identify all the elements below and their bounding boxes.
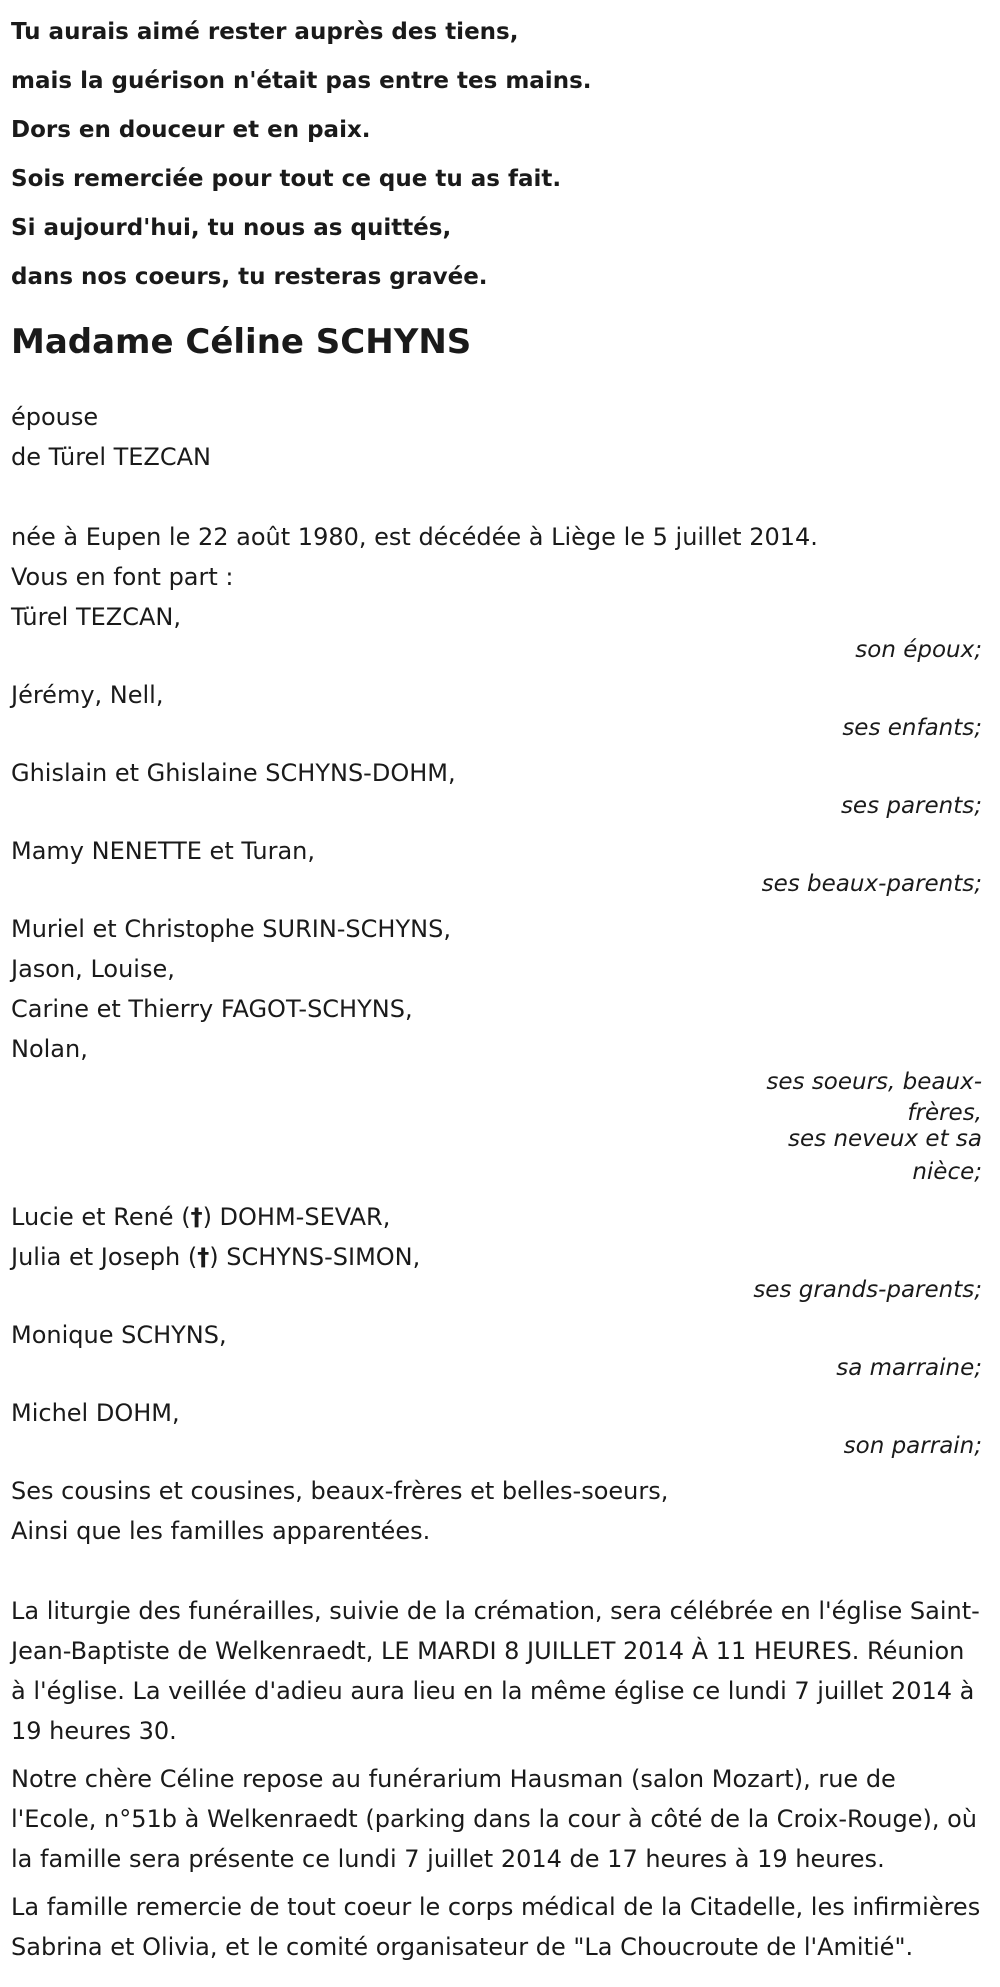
funeral-liturgy: La liturgie des funérailles, suivie de la crémation, sera célébrée en l'église Saint-Jean-Baptiste de Welkenraedt, LE MARDI 8 JUILLET 2014 À 11 HEURES. Réunion à l'église. La veillée d'adieu aura lieu en la même église ce lundi 7 juillet 2014 à 19 heures 30. bbox=[11, 1597, 980, 1745]
poem-line-3: Dors en douceur et en paix. bbox=[11, 117, 371, 143]
cross-icon: † bbox=[197, 1243, 210, 1271]
family-sibling-3: Carine et Thierry FAGOT-SCHYNS, bbox=[11, 995, 413, 1023]
grandparents-1-part-b: ) DOHM-SEVAR, bbox=[202, 1203, 391, 1231]
relation-siblings-1: ses soeurs, beaux- bbox=[766, 1069, 982, 1095]
deceased-name: Madame Céline SCHYNS bbox=[11, 322, 472, 362]
relation-grandparents: ses grands-parents; bbox=[753, 1277, 982, 1303]
funeral-thanks: La famille remercie de tout coeur le corps médical de la Citadelle, les infirmières Sabrina et Olivia, et le comité organisateur de "La Choucroute de l'Amitié". bbox=[11, 1893, 981, 1961]
poem-line-2: mais la guérison n'était pas entre tes mains. bbox=[11, 68, 592, 94]
grandparents-1-part-a: Lucie et René ( bbox=[11, 1203, 191, 1231]
family-relatives: Ainsi que les familles apparentées. bbox=[11, 1517, 431, 1545]
family-godmother: Monique SCHYNS, bbox=[11, 1321, 227, 1349]
family-godfather: Michel DOHM, bbox=[11, 1399, 180, 1427]
family-parents: Ghislain et Ghislaine SCHYNS-DOHM, bbox=[11, 759, 456, 787]
poem-line-5: Si aujourd'hui, tu nous as quittés, bbox=[11, 215, 452, 241]
family-cousins: Ses cousins et cousines, beaux-frères et belles-soeurs, bbox=[11, 1477, 669, 1505]
relation-siblings-3: ses neveux et sa bbox=[788, 1126, 982, 1152]
relation-parents: ses parents; bbox=[840, 793, 982, 819]
relation-spouse: son époux; bbox=[855, 637, 982, 663]
relation-inlaws: ses beaux-parents; bbox=[761, 871, 982, 897]
family-spouse: Türel TEZCAN, bbox=[11, 603, 182, 631]
relation-godmother: sa marraine; bbox=[836, 1355, 982, 1381]
poem-line-4: Sois remerciée pour tout ce que tu as fait. bbox=[11, 166, 562, 192]
obituary-content bbox=[11, 0, 982, 1975]
family-sibling-2: Jason, Louise, bbox=[11, 955, 175, 983]
birth-death: née à Eupen le 22 août 1980, est décédée à Liège le 5 juillet 2014. bbox=[11, 523, 818, 551]
family-grandparents-1 bbox=[11, 1197, 982, 1237]
relation-siblings-4: nièce; bbox=[912, 1159, 982, 1185]
family-sibling-1: Muriel et Christophe SURIN-SCHYNS, bbox=[11, 915, 451, 943]
grandparents-2-part-a: Julia et Joseph ( bbox=[11, 1243, 198, 1271]
family-inlaws: Mamy NENETTE et Turan, bbox=[11, 837, 315, 865]
cross-icon: † bbox=[190, 1203, 203, 1231]
relation-siblings-2: frères, bbox=[907, 1100, 982, 1126]
poem-line-6: dans nos coeurs, tu resteras gravée. bbox=[11, 264, 488, 290]
poem bbox=[11, 0, 982, 302]
poem-line-1: Tu aurais aimé rester auprès des tiens, bbox=[11, 19, 519, 45]
announcement-intro: Vous en font part : bbox=[11, 563, 234, 591]
spouse-line-2: de Türel TEZCAN bbox=[11, 443, 212, 471]
grandparents-2-part-b: ) SCHYNS-SIMON, bbox=[209, 1243, 421, 1271]
funeral-rest: Notre chère Céline repose au funérarium Hausman (salon Mozart), rue de l'Ecole, n°51b à Welkenraedt (parking dans la cour à côté de la Croix-Rouge), où la famille sera présente ce lundi 7 juillet 2014 de 17 heures à 19 heures. bbox=[11, 1765, 977, 1873]
spouse-line-1: épouse bbox=[11, 403, 99, 431]
family-children: Jérémy, Nell, bbox=[11, 681, 164, 709]
relation-godfather: son parrain; bbox=[843, 1433, 982, 1459]
family-sibling-4: Nolan, bbox=[11, 1035, 88, 1063]
relation-children: ses enfants; bbox=[842, 715, 982, 741]
